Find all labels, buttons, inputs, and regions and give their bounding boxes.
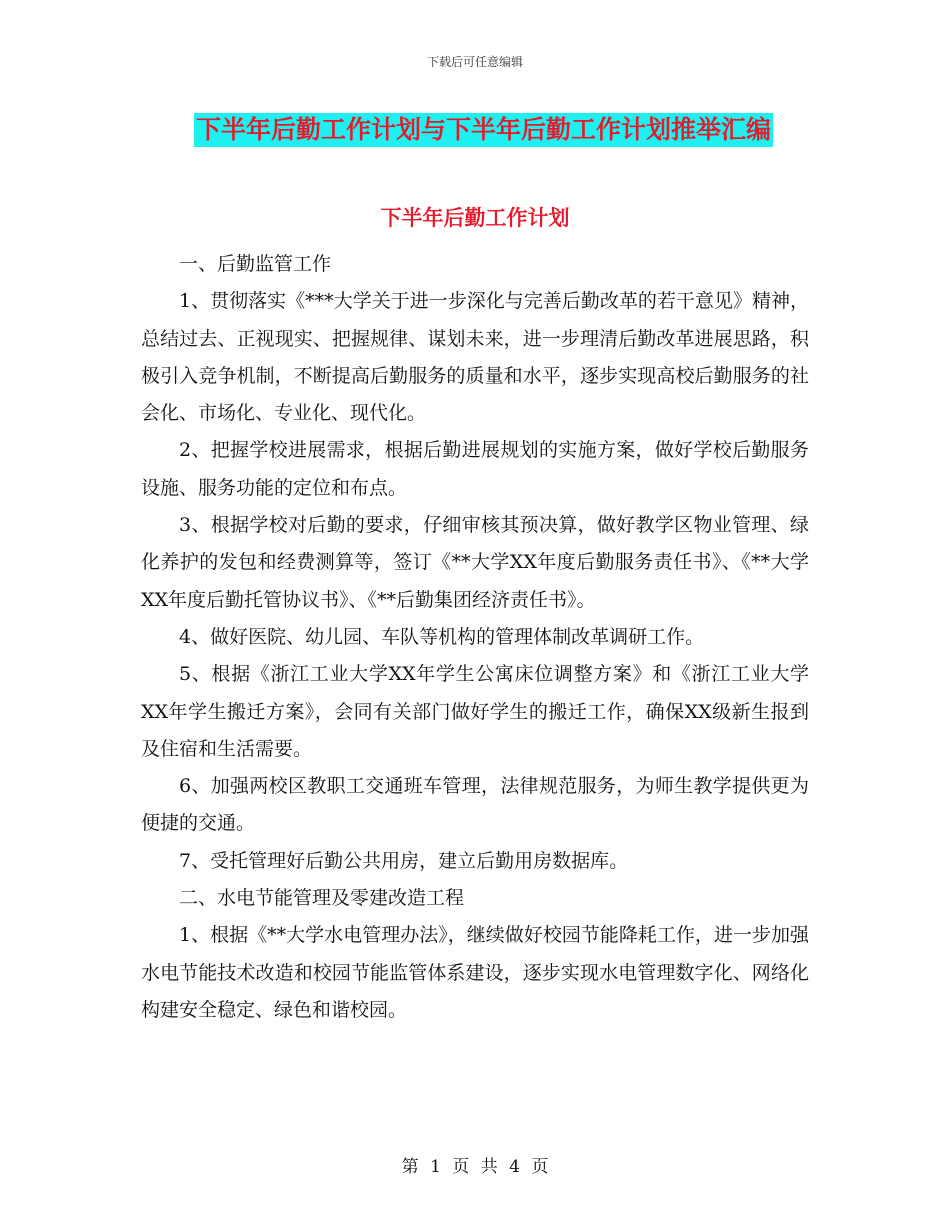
paragraph-item-5: 5、根据《浙江工业大学XX年学生公寓床位调整方案》和《浙江工业大学XX年学生搬迁方案》，会同有关部门做好学生的搬迁工作，确保XX级新生报到及住宿和生活需要。 — [141, 663, 809, 760]
heading-energy-management: 二、水电节能管理及零建改造工程 — [179, 887, 465, 910]
paragraph-item-6: 6、加强两校区教职工交通班车管理，法律规范服务，为师生教学提供更为便捷的交通。 — [141, 775, 809, 835]
paragraph-item-7: 7、受托管理好后勤公共用房，建立后勤用房数据库。 — [179, 849, 629, 872]
heading-logistics-supervision: 一、后勤监管工作 — [179, 253, 332, 275]
paragraph-energy-item-1: 1、根据《**大学水电管理办法》，继续做好校园节能降耗工作，进一步加强水电节能技术改造和校园节能监管体系建设，逐步实现水电管理数字化、网络化构建安全稳定、绿色和谐校园。 — [141, 924, 809, 1021]
section-title: 下半年后勤工作计划 — [380, 206, 570, 230]
body-text — [141, 246, 809, 1029]
paragraph-item-1: 1、贯彻落实《***大学关于进一步深化与完善后勤改革的若干意见》精神，总结过去、正视现实、把握规律、谋划未来，进一步理清后勤改革进展思路，积极引入竞争机制，不断提高后勤服务的质量和水平，逐步实现高校后勤服务的社会化、市场化、专业化、现代化。 — [141, 290, 809, 425]
header-note: 下载后可任意编辑 — [426, 55, 523, 69]
paragraph-item-4: 4、做好医院、幼儿园、车队等机构的管理体制改革调研工作。 — [179, 625, 705, 648]
paragraph-item-3: 3、根据学校对后勤的要求，仔细审核其预决算，做好教学区物业管理、绿化养护的发包和经费测算等，签订《**大学XX年度后勤服务责任书》、《**大学XX年度后勤托管协议书》、《**后勤集团经济责任书》。 — [141, 514, 809, 611]
paragraph-item-2: 2、把握学校进展需求，根据后勤进展规划的实施方案，做好学校后勤服务设施、服务功能的定位和布点。 — [141, 439, 809, 499]
page-footer: 第 1 页 共 4 页 — [401, 1157, 549, 1177]
document-title: 下半年后勤工作计划与下半年后勤工作计划推举汇编 — [194, 113, 773, 147]
